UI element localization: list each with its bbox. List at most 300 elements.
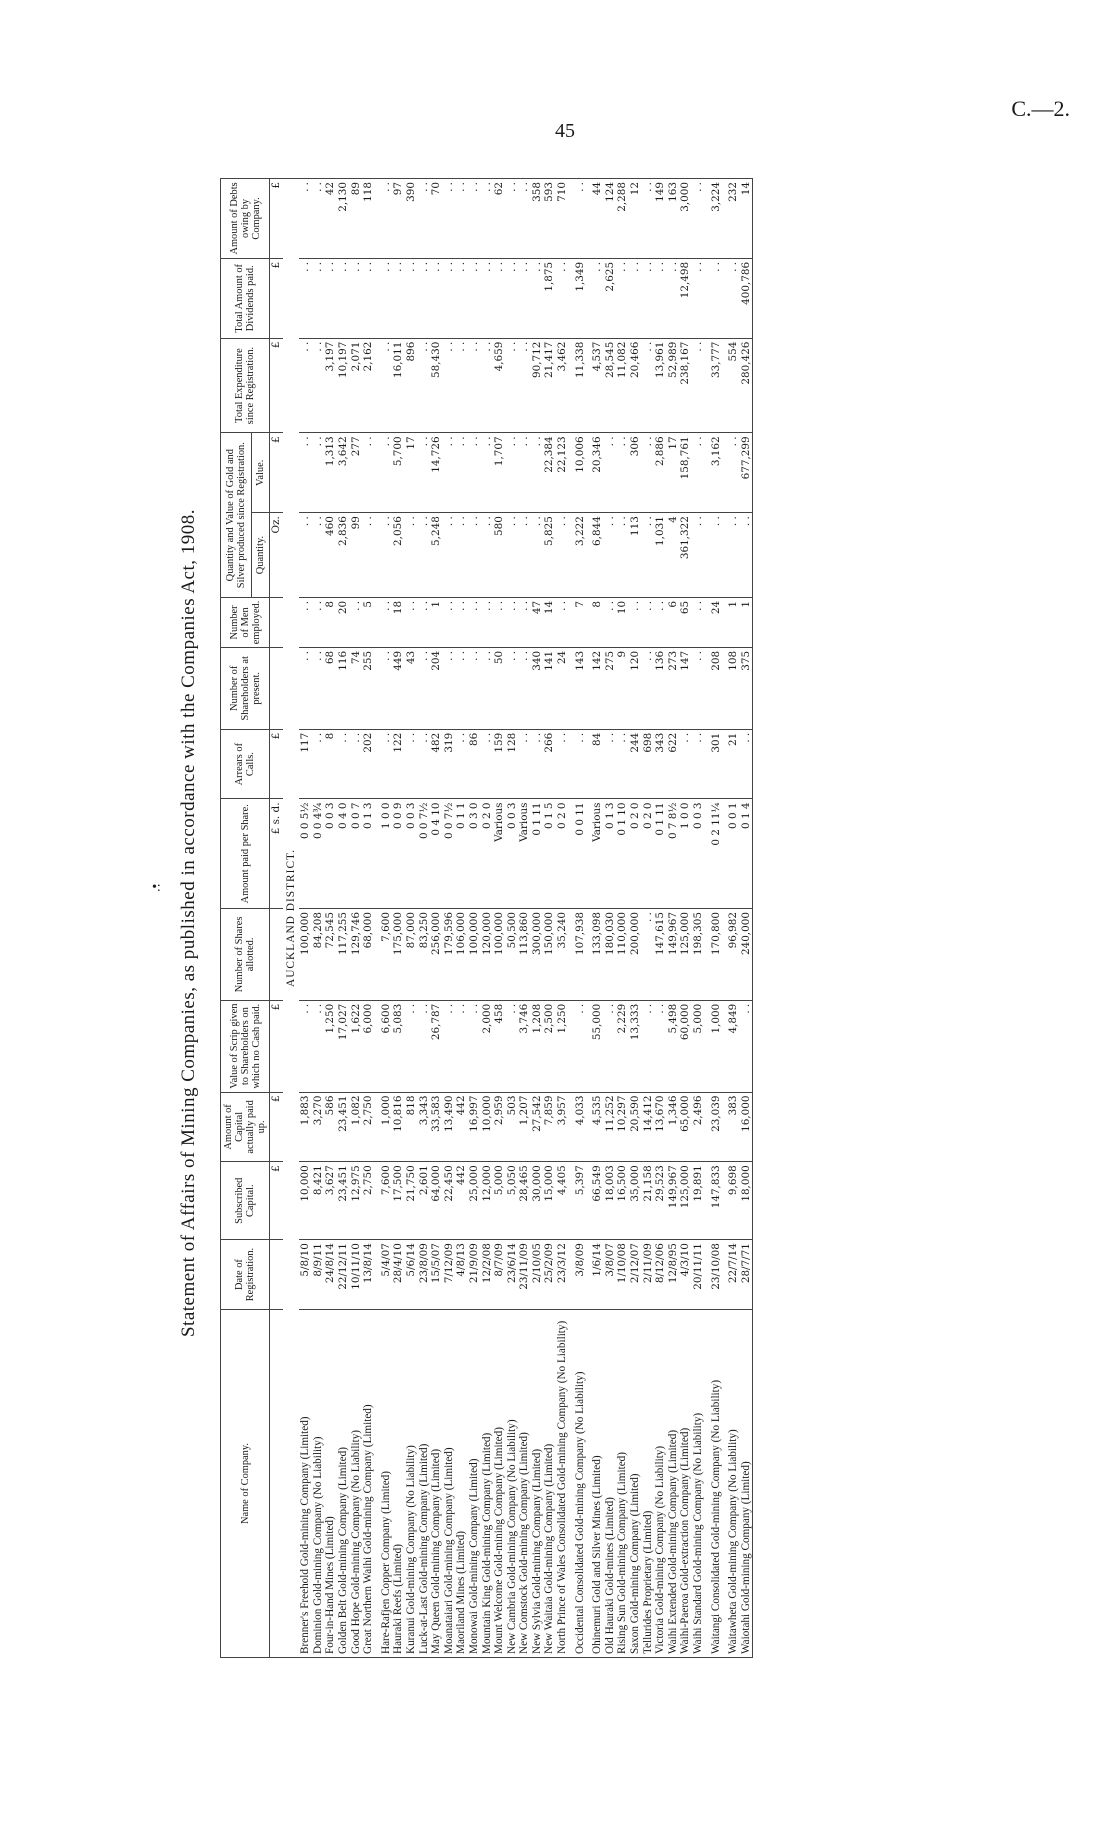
table-cell: . . [468,597,481,647]
table-cell: 5/8/10 [299,1240,312,1310]
table-cell: 2,836 [337,513,350,598]
table-cell: 150,000 [543,909,556,1001]
company-name: Kuranui Gold-mining Company (No Liability) [405,1310,418,1658]
table-cell: 16,000 [740,1092,753,1162]
table-cell: . . [506,258,519,338]
table-cell: 554 [727,338,740,433]
table-cell: 1 0 0 [679,799,692,909]
table-cell: 50 [493,647,506,729]
table-cell: 1,707 [493,433,506,513]
table-cell: . . [443,433,456,513]
table-cell: 5,498 [667,1000,680,1092]
table-row [654,179,667,1658]
col-header-scrip: Value of Scrip given to Shareholders on which no Cash paid. [221,1000,270,1092]
table-cell: 0 0 11 [574,799,587,909]
rotated-table-area [178,178,1058,1668]
table-cell: 10,197 [337,338,350,433]
table-cell: . . [405,729,418,799]
table-cell: 232 [727,179,740,259]
table-cell: . . [710,258,723,338]
table-cell: 1,000 [380,1092,393,1162]
table-cell: . . [642,179,655,259]
table-cell: 15,000 [543,1162,556,1240]
table-row [616,179,629,1658]
table-cell: 15/5/07 [430,1240,443,1310]
table-cell: . . [380,179,393,259]
table-row [493,179,506,1658]
table-cell: . . [642,258,655,338]
col-header-men: Number of Men employed. [221,597,270,647]
table-cell: 28/4/10 [392,1240,405,1310]
table-cell: . . [430,258,443,338]
table-cell: . . [531,258,544,338]
table-cell: . . [418,179,431,259]
table-cell: 6 [667,597,680,647]
company-name: Waihi Standard Gold-mining Company (No Liability) [692,1310,705,1658]
table-cell: . . [418,729,431,799]
table-cell: 50,500 [506,909,519,1001]
table-cell: 3,000 [679,179,692,259]
table-cell: 0 1 3 [604,799,617,909]
table-cell: . . [455,338,468,433]
table-cell: . . [468,433,481,513]
table-cell: 8/9/11 [312,1240,325,1310]
table-cell: . . [506,433,519,513]
table-cell: 0 0 3 [692,799,705,909]
table-cell: 68,000 [362,909,375,1001]
table-cell: 28/7/71 [740,1240,753,1310]
table-cell: 244 [629,729,642,799]
table-row [337,179,350,1658]
table-cell: 361,322 [679,513,692,598]
table-cell: 2/11/09 [642,1240,655,1310]
table-cell: . . [518,647,531,729]
table-cell: . . [604,729,617,799]
table-cell: 97 [392,179,405,259]
table-cell: 301 [710,729,723,799]
table-cell: . . [481,433,494,513]
table-cell: 22/7/14 [727,1240,740,1310]
table-cell: . . [531,729,544,799]
table-row [418,179,431,1658]
table-row [667,179,680,1658]
table-cell: . . [468,647,481,729]
table-cell: 23,451 [337,1092,350,1162]
col-header-value: Value. [251,433,269,513]
unit-cell: £ [270,258,283,338]
table-cell: 10,000 [481,1092,494,1162]
table-cell: . . [727,513,740,598]
table-cell: 1,883 [299,1092,312,1162]
col-header-amount-per-share: Amount paid per Share. [221,799,270,909]
table-cell: 0 4 0 [337,799,350,909]
page-number: 45 [555,120,575,142]
table-cell: 180,030 [604,909,617,1001]
table-cell: 1,875 [543,258,556,338]
table-cell: 593 [543,179,556,259]
table-cell: 2/12/07 [629,1240,642,1310]
table-row [405,179,418,1658]
table-cell: 10,816 [392,1092,405,1162]
table-row [312,179,325,1658]
table-cell: . . [531,513,544,598]
table-row [455,179,468,1658]
table-cell: . . [518,729,531,799]
table-cell: . . [556,729,569,799]
table-row [299,179,312,1658]
table-cell: 3/8/07 [604,1240,617,1310]
company-name: New Cambria Gold-mining Company (No Liability) [506,1310,519,1658]
table-cell: . . [604,513,617,598]
table-cell: 202 [362,729,375,799]
table-cell: 18 [392,597,405,647]
table-cell: 120,000 [481,909,494,1001]
table-cell: 442 [455,1092,468,1162]
table-cell: 2,130 [337,179,350,259]
table-cell: 200,000 [629,909,642,1001]
table-cell: 1/10/08 [616,1240,629,1310]
table-cell: 125,000 [679,1162,692,1240]
table-body [270,179,753,1658]
table-cell: 100,000 [299,909,312,1001]
table-cell: 280,426 [740,338,753,433]
table-cell: . . [710,513,723,598]
table-cell: 122 [392,729,405,799]
table-cell: 482 [430,729,443,799]
table-row [430,179,443,1658]
table-cell: 10 [616,597,629,647]
table-cell: 300,000 [531,909,544,1001]
table-cell: 65 [679,597,692,647]
table-cell: . . [299,647,312,729]
table-cell: 1,031 [654,513,667,598]
company-name: Hare-Rafjen Copper Company (Limited) [380,1310,393,1658]
col-header-subscribed: Subscribed Capital. [221,1162,270,1240]
table-cell: . . [692,597,705,647]
table-cell: . . [455,513,468,598]
table-row [380,179,393,1658]
table-cell: 4 [667,513,680,598]
page-mark: •: [152,880,161,895]
table-cell: 0 1 3 [362,799,375,909]
table-cell: . . [362,433,375,513]
table-cell: 21,417 [543,338,556,433]
table-cell: . . [574,179,587,259]
table-cell: 108 [727,647,740,729]
table-cell: . . [299,433,312,513]
table-cell: 117 [299,729,312,799]
table-cell: . . [443,338,456,433]
table-cell: 3,746 [518,1000,531,1092]
table-row [350,179,363,1658]
table-row [481,179,494,1658]
table-cell: 4,659 [493,338,506,433]
table-cell: 3,224 [710,179,723,259]
table-cell: 5,248 [430,513,443,598]
table-cell: . . [616,258,629,338]
companies-table [220,178,753,1658]
company-name: Good Hope Gold-mining Company (No Liability) [350,1310,363,1658]
table-cell: 10,000 [299,1162,312,1240]
table-cell: 6,844 [591,513,604,598]
table-cell: 18,003 [604,1162,617,1240]
table-cell: 142 [591,647,604,729]
table-cell: 25/2/09 [543,1240,556,1310]
company-name: Mount Welcome Gold-mining Company (Limited) [493,1310,506,1658]
table-cell: . . [642,338,655,433]
district-row [283,179,300,1658]
table-cell: 22/12/11 [337,1240,350,1310]
table-cell: . . [405,258,418,338]
col-header-expenditure: Total Expenditure since Registration. [221,338,270,433]
table-cell: . . [518,179,531,259]
table-cell: 136 [654,647,667,729]
table-cell: 14 [543,597,556,647]
table-cell: . . [299,258,312,338]
table-cell: 677,299 [740,433,753,513]
table-cell: . . [312,1000,325,1092]
table-row [591,179,604,1658]
table-cell: 10,006 [574,433,587,513]
table-cell: 580 [493,513,506,598]
table-cell: . . [299,1000,312,1092]
table-cell: 84,208 [312,909,325,1001]
table-cell: 8 [324,597,337,647]
table-cell: 442 [455,1162,468,1240]
table-cell: 10/11/10 [350,1240,363,1310]
table-cell: . . [629,597,642,647]
table-cell: 3/8/09 [574,1240,587,1310]
units-row [270,179,283,1658]
table-cell: 16,011 [392,338,405,433]
table-cell: 7,600 [380,1162,393,1240]
table-cell: . . [591,258,604,338]
company-name: Golden Belt Gold-mining Company (Limited) [337,1310,350,1658]
table-cell: 460 [324,513,337,598]
table-cell: 3,627 [324,1162,337,1240]
table-cell: 23,039 [710,1092,723,1162]
company-name: Waihi-Paeroa Gold-extraction Company (Limited) [679,1310,692,1658]
table-cell: 208 [710,647,723,729]
table-cell: . . [455,597,468,647]
table-cell: 7 [574,597,587,647]
table-cell: . . [350,258,363,338]
table-cell: 66,549 [591,1162,604,1240]
table-cell: 20,590 [629,1092,642,1162]
table-cell: 28,465 [518,1162,531,1240]
table-cell: 1,207 [518,1092,531,1162]
table-cell: 0 1 10 [616,799,629,909]
table-cell: 62 [493,179,506,259]
table-cell: 19,891 [692,1162,705,1240]
company-name: Hauraki Reefs (Limited) [392,1310,405,1658]
table-cell: 2,750 [362,1092,375,1162]
table-row [727,179,740,1658]
table-row [629,179,642,1658]
table-cell: 5,000 [493,1162,506,1240]
table-cell: 5,083 [392,1000,405,1092]
table-row [392,179,405,1658]
table-cell: 1,082 [350,1092,363,1162]
table-cell: 17,027 [337,1000,350,1092]
table-cell: 2,496 [692,1092,705,1162]
table-cell: 30,000 [531,1162,544,1240]
document-code: C.—2. [1011,96,1070,121]
table-cell: 17,500 [392,1162,405,1240]
table-cell: 60,000 [679,1000,692,1092]
col-header-gold-group: Quantity and Value of Gold and Silver produced since Registration. [221,433,252,598]
table-cell: 23,451 [337,1162,350,1240]
table-cell: 22,384 [543,433,556,513]
table-cell: 149 [654,179,667,259]
table-cell: . . [418,597,431,647]
table-cell: . . [418,258,431,338]
table-cell: . . [481,179,494,259]
table-row [324,179,337,1658]
table-cell: 124 [604,179,617,259]
company-name: New Comstock Gold-mining Company (Limited) [518,1310,531,1658]
table-cell: 5,000 [692,1000,705,1092]
table-cell: 143 [574,647,587,729]
table-cell: . . [506,597,519,647]
table-cell: . . [692,647,705,729]
table-cell: 25,000 [468,1162,481,1240]
table-cell: 2,000 [481,1000,494,1092]
table-cell: 4,849 [727,1000,740,1092]
table-row [543,179,556,1658]
table-cell: . . [312,258,325,338]
table-cell: . . [455,179,468,259]
table-cell: 13/8/14 [362,1240,375,1310]
table-cell: 17 [667,433,680,513]
table-cell: . . [362,513,375,598]
table-cell: . . [455,1000,468,1092]
table-cell: 129,746 [350,909,363,1001]
table-cell: 68 [324,647,337,729]
col-header-quantity: Quantity. [251,513,269,598]
table-cell: . . [299,338,312,433]
table-cell: 35,000 [629,1162,642,1240]
company-name: Maoriland Mines (Limited) [455,1310,468,1658]
table-cell: 1 [727,597,740,647]
table-cell: 12/8/95 [667,1240,680,1310]
table-cell: . . [405,1000,418,1092]
company-name: Moanataiari Gold-mining Company (Limited) [443,1310,456,1658]
table-cell: . . [518,433,531,513]
table-cell: . . [443,179,456,259]
table-cell: 2,071 [350,338,363,433]
table-cell: 0 1 1 [455,799,468,909]
table-cell: 149,967 [667,1162,680,1240]
table-cell: 29,523 [654,1162,667,1240]
table-cell: 23/3/12 [556,1240,569,1310]
unit-cell [270,1310,283,1658]
table-cell: . . [727,258,740,338]
table-cell: 2,601 [418,1162,431,1240]
table-cell: 2,886 [654,433,667,513]
table-cell: 23/8/09 [418,1240,431,1310]
table-cell: 7,859 [543,1092,556,1162]
table-cell: . . [506,513,519,598]
table-cell: 13,670 [654,1092,667,1162]
table-cell: 65,000 [679,1092,692,1162]
table-cell: 12,975 [350,1162,363,1240]
table-cell: 383 [727,1092,740,1162]
table-cell: 158,761 [679,433,692,513]
table-cell: . . [468,179,481,259]
table-cell: 3,462 [556,338,569,433]
table-cell: . . [312,179,325,259]
table-cell: 55,000 [591,1000,604,1092]
table-cell: 99 [350,513,363,598]
table-cell: 3,222 [574,513,587,598]
table-cell: 4,537 [591,338,604,433]
table-cell: . . [418,338,431,433]
table-cell: 14,412 [642,1092,655,1162]
table-cell: 159 [493,729,506,799]
table-cell: . . [418,513,431,598]
table-cell: 87,000 [405,909,418,1001]
table-cell: 1,622 [350,1000,363,1092]
table-cell: 5,825 [543,513,556,598]
table-cell: 14 [740,179,753,259]
company-name: Tellurides Proprietary (Limited) [642,1310,655,1658]
table-cell: 0 0 3 [405,799,418,909]
table-cell: 9,698 [727,1162,740,1240]
table-cell: 0 1 4 [740,799,753,909]
table-cell: 120 [629,647,642,729]
table-cell: 0 2 0 [629,799,642,909]
col-header-debts: Amount of Debts owing by Company. [221,179,270,259]
table-cell: 0 0 7 [350,799,363,909]
table-cell: 275 [604,647,617,729]
table-cell: 449 [392,647,405,729]
table-cell: . . [337,258,350,338]
table-cell: 266 [543,729,556,799]
table-cell: . . [455,433,468,513]
table-cell: 149,967 [667,909,680,1001]
table-cell: 2/10/05 [531,1240,544,1310]
table-cell: 2,625 [604,258,617,338]
unit-cell [270,597,283,647]
table-cell: . . [556,597,569,647]
table-cell: 70 [430,179,443,259]
table-row [518,179,531,1658]
table-cell: 2,500 [543,1000,556,1092]
table-cell: 12,498 [679,258,692,338]
table-cell: . . [405,597,418,647]
table-cell: 0 1 11 [531,799,544,909]
table-cell: . . [506,647,519,729]
company-name: Monowai Gold-mining Company (Limited) [468,1310,481,1658]
table-cell: 27,542 [531,1092,544,1162]
table-cell: 13,490 [443,1092,456,1162]
table-cell: . . [740,729,753,799]
table-cell: . . [654,258,667,338]
table-cell: Various [518,799,531,909]
table-cell: . . [418,433,431,513]
table-cell: . . [362,258,375,338]
table-cell: 3,642 [337,433,350,513]
unit-cell: £ s. d. [270,799,283,909]
table-cell: 818 [405,1092,418,1162]
table-cell: 9 [616,647,629,729]
table-cell: 255 [362,647,375,729]
table-row [468,179,481,1658]
table-cell: 390 [405,179,418,259]
table-cell: 24/8/14 [324,1240,337,1310]
table-cell: 4/8/13 [455,1240,468,1310]
